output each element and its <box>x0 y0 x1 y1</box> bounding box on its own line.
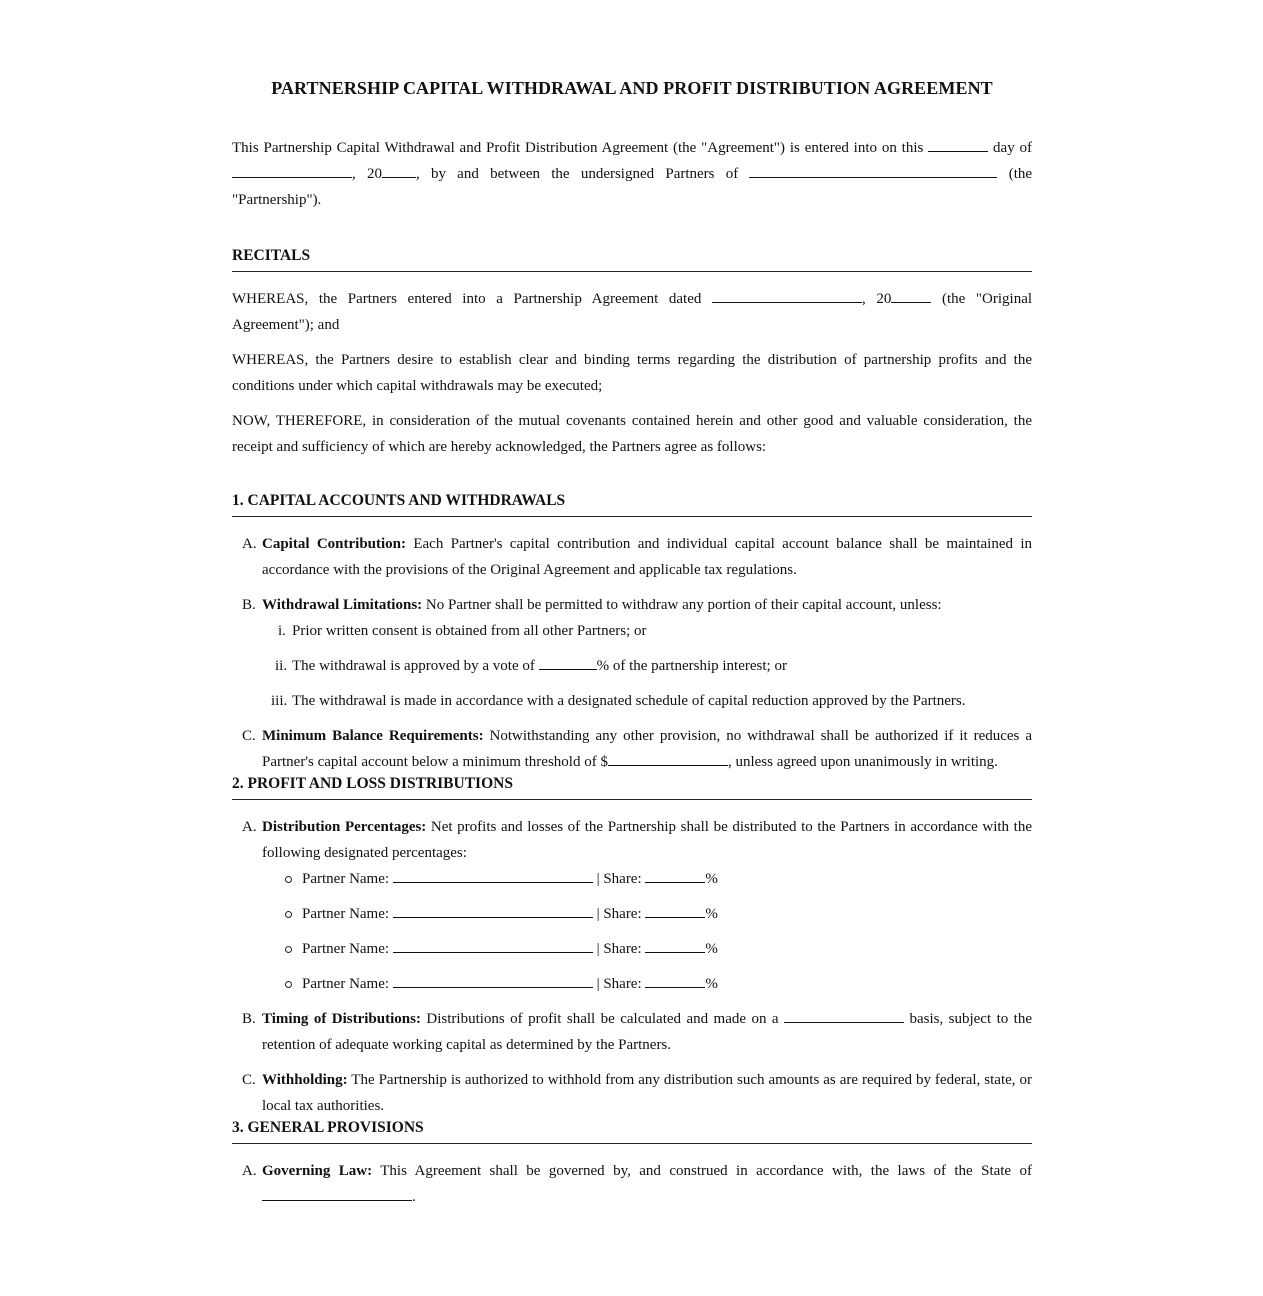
partner-name-label: Partner Name: <box>302 976 390 992</box>
document-title: PARTNERSHIP CAPITAL WITHDRAWAL AND PROFIT DISTRIBUTION AGREEMENT <box>271 78 993 98</box>
item-text: No Partner shall be permitted to withdraw any portion of their capital account, unless: <box>422 597 942 613</box>
date-year-blank <box>382 163 416 178</box>
intro-text: , 20 <box>352 166 382 182</box>
partner-name-blank <box>393 973 593 988</box>
item-title: Minimum Balance Requirements: <box>262 728 484 744</box>
list-item <box>232 814 1032 997</box>
item-text: basis, subject to the retention of adequate working capital as determined by the Partners. <box>262 1011 1032 1053</box>
item-text: Each Partner's capital contribution and individual capital account balance shall be maintained in accordance with the provisions of the Original Agreement and applicable tax regulations. <box>262 536 1032 578</box>
percent-sign: % <box>705 976 718 992</box>
sub-item-text: The withdrawal is made in accordance with a designated schedule of capital reduction approved by the Partners. <box>292 693 966 709</box>
item-text: The Partnership is authorized to withhold from any distribution such amounts as are required by federal, state, or local tax authorities. <box>262 1072 1032 1114</box>
recitals-heading: RECITALS <box>232 247 1032 272</box>
item-text: Notwithstanding any other provision, no withdrawal shall be authorized if it reduces a Partner's capital account below a minimum threshold of $ <box>262 728 1033 770</box>
section-3-heading: 3. GENERAL PROVISIONS <box>232 1119 1032 1144</box>
partnership-name-blank <box>749 163 997 178</box>
date-day-blank <box>928 137 988 152</box>
sub-list <box>262 618 1032 714</box>
item-text: , unless agreed upon unanimously in writing. <box>727 754 998 770</box>
recital-paragraph <box>232 286 1032 338</box>
share-blank <box>645 973 705 988</box>
list-item <box>232 531 1032 583</box>
partner-share-row <box>262 936 1032 962</box>
recital-text: , 20 <box>861 291 892 307</box>
item-letter: C. <box>242 728 256 744</box>
recital-text: WHEREAS, the Partners entered into a Partnership Agreement dated <box>232 291 702 307</box>
intro-text: , by and between the undersigned Partners of <box>415 166 739 182</box>
sub-item <box>232 653 1032 679</box>
sub-item <box>232 618 1032 644</box>
item-letter: B. <box>242 1011 256 1027</box>
recital-paragraph: NOW, THEREFORE, in consideration of the mutual covenants contained herein and other good and valuable consideration, the receipt and sufficiency of which are hereby acknowledged, the Partners agree as follows: <box>232 413 1032 455</box>
intro-text: (the "Partnership"). <box>232 166 1033 208</box>
list-item <box>232 1158 1032 1210</box>
vote-percent-blank <box>539 655 597 670</box>
partner-share-row <box>262 866 1032 892</box>
sub-item-text: Prior written consent is obtained from all other Partners; or <box>292 623 647 639</box>
list-item <box>232 1067 1032 1119</box>
share-label: | Share: <box>596 871 642 887</box>
list-item <box>232 1006 1032 1058</box>
circle-bullet-icon <box>285 876 292 883</box>
share-blank <box>645 868 705 883</box>
partner-name-label: Partner Name: <box>302 941 390 957</box>
section-2-heading: 2. PROFIT AND LOSS DISTRIBUTIONS <box>232 775 1032 800</box>
partner-name-label: Partner Name: <box>302 871 390 887</box>
sub-item-text: The withdrawal is approved by a vote of <box>292 658 535 674</box>
partner-share-list <box>262 866 1032 997</box>
partner-share-row <box>262 971 1032 997</box>
share-label: | Share: <box>596 976 642 992</box>
intro-paragraph <box>232 135 1032 213</box>
item-title: Timing of Distributions: <box>262 1011 421 1027</box>
percent-sign: % <box>705 941 718 957</box>
share-blank <box>645 903 705 918</box>
circle-bullet-icon <box>285 911 292 918</box>
section-1-heading: 1. CAPITAL ACCOUNTS AND WITHDRAWALS <box>232 492 1032 517</box>
item-letter: A. <box>242 819 257 835</box>
partner-name-label: Partner Name: <box>302 906 390 922</box>
sub-item-number: ii. <box>275 658 288 674</box>
circle-bullet-icon <box>285 946 292 953</box>
share-label: | Share: <box>596 906 642 922</box>
section-2-list <box>232 814 1032 1119</box>
governing-state-blank <box>262 1186 412 1201</box>
item-title: Withholding: <box>262 1072 348 1088</box>
recital-text: (the "Original Agreement"); and <box>232 291 1033 333</box>
partner-name-blank <box>393 903 593 918</box>
list-item <box>232 723 1032 775</box>
section-3-list <box>232 1158 1032 1210</box>
sub-item <box>232 688 1032 714</box>
item-text: Distributions of profit shall be calculated and made on a <box>420 1011 779 1027</box>
intro-text: day of <box>993 140 1033 156</box>
percent-sign: % <box>705 871 718 887</box>
percent-sign: % <box>705 906 718 922</box>
item-title: Distribution Percentages: <box>262 819 427 835</box>
item-title: Capital Contribution: <box>262 536 407 552</box>
list-item <box>232 592 1032 714</box>
share-label: | Share: <box>596 941 642 957</box>
item-letter: A. <box>242 1163 257 1179</box>
minimum-threshold-blank <box>608 751 728 766</box>
sub-item-number: i. <box>278 623 286 639</box>
sub-item-number: iii. <box>271 693 288 709</box>
partner-share-row <box>262 901 1032 927</box>
distribution-basis-blank <box>784 1008 904 1023</box>
item-text: This Agreement shall be governed by, and construed in accordance with, the laws of the State of <box>372 1163 1032 1179</box>
partner-name-blank <box>393 868 593 883</box>
item-text: . <box>412 1189 416 1205</box>
item-text: Net profits and losses of the Partnership shall be distributed to the Partners in accordance with the following designated percentages: <box>262 819 1032 861</box>
item-title: Governing Law: <box>262 1163 373 1179</box>
item-letter: C. <box>242 1072 256 1088</box>
section-1-list <box>232 531 1032 775</box>
agreement-page <box>232 78 1032 1210</box>
date-month-blank <box>232 163 352 178</box>
sub-item-text: % of the partnership interest; or <box>596 658 787 674</box>
item-title: Withdrawal Limitations: <box>262 597 423 613</box>
item-letter: A. <box>242 536 257 552</box>
item-letter: B. <box>242 597 256 613</box>
original-agreement-date-blank <box>712 288 862 303</box>
recital-paragraph: WHEREAS, the Partners desire to establish clear and binding terms regarding the distribution of partnership profits and the conditions under which capital withdrawals may be executed; <box>232 352 1032 394</box>
circle-bullet-icon <box>285 981 292 988</box>
intro-text: This Partnership Capital Withdrawal and Profit Distribution Agreement (the "Agreement") is entered into on this <box>232 140 924 156</box>
original-agreement-year-blank <box>891 288 931 303</box>
share-blank <box>645 938 705 953</box>
partner-name-blank <box>393 938 593 953</box>
